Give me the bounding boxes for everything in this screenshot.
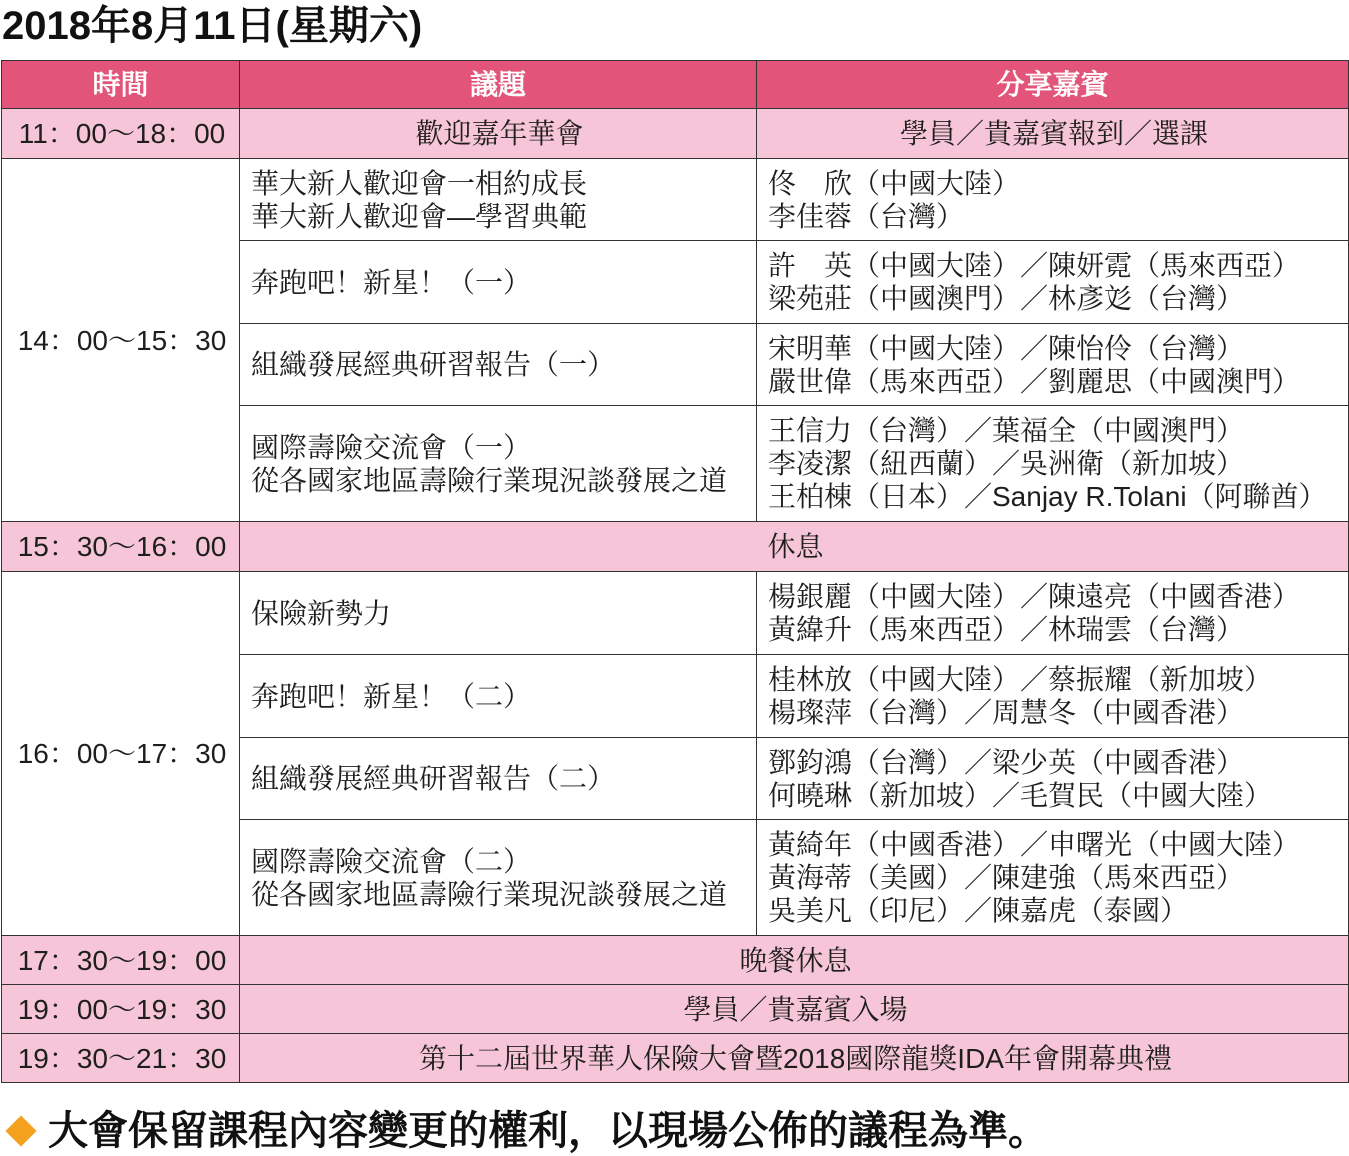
schedule-table bbox=[1, 60, 1349, 1083]
guest-line: 許 英（中國大陸）／陳妍霓（馬來西亞） bbox=[768, 250, 1301, 281]
header-time: 時間 bbox=[2, 61, 240, 109]
topic-line: 從各國家地區壽險行業現況談發展之道 bbox=[251, 878, 728, 910]
time-cell: 19：00～19：30 bbox=[2, 985, 240, 1034]
topic-cell bbox=[240, 655, 757, 738]
guest-line: 黃綺年（中國香港）／申曙光（中國大陸） bbox=[768, 829, 1301, 860]
guests-cell bbox=[757, 324, 1349, 406]
guest-line: 李凌潔（紐西蘭）／吳洲衛（新加坡） bbox=[768, 448, 1245, 479]
topic-line: 從各國家地區壽險行業現況談發展之道 bbox=[251, 464, 728, 496]
topic-cell bbox=[240, 572, 757, 655]
guest-line: 黃海蒂（美國）／陳建強（馬來西亞） bbox=[768, 862, 1245, 893]
guest-line: 吳美凡（印尼）／陳嘉虎（泰國） bbox=[768, 895, 1189, 926]
topic-line: 保險新勢力 bbox=[251, 597, 392, 629]
guests-cell bbox=[757, 241, 1349, 324]
session-row bbox=[2, 572, 1349, 655]
topic-cell bbox=[240, 241, 757, 324]
topic-line: 國際壽險交流會（二） bbox=[251, 845, 532, 877]
footer-note: 大會保留課程內容變更的權利，以現場公佈的議程為準。 bbox=[48, 1109, 1048, 1153]
topic-cell bbox=[240, 820, 757, 936]
guest-line: 嚴世偉（馬來西亞）／劉麗思（中國澳門） bbox=[768, 365, 1301, 397]
break-row bbox=[2, 522, 1349, 572]
opening-row bbox=[2, 1034, 1349, 1083]
topic-line: 華大新人歡迎會—學習典範 bbox=[251, 200, 588, 232]
dinner-row bbox=[2, 936, 1349, 985]
guests-cell bbox=[757, 738, 1349, 820]
topic-line: 華大新人歡迎會一相約成長 bbox=[251, 167, 588, 199]
guest-line: 宋明華（中國大陸）／陳怡伶（台灣） bbox=[768, 332, 1245, 364]
topic-cell bbox=[240, 159, 757, 241]
guest-line: 佟 欣（中國大陸） bbox=[768, 167, 1021, 199]
event-cell: 學員／貴嘉賓入場 bbox=[240, 985, 1349, 1034]
entry-row bbox=[2, 985, 1349, 1034]
header-topic: 議題 bbox=[240, 61, 757, 109]
topic-line: 組織發展經典研習報告（一） bbox=[251, 349, 616, 380]
guests-cell bbox=[757, 406, 1349, 522]
event-cell: 晚餐休息 bbox=[240, 936, 1349, 985]
header-guests: 分享嘉賓 bbox=[757, 61, 1349, 109]
guests-cell bbox=[757, 572, 1349, 655]
topic-line: 奔跑吧！新星！（二） bbox=[251, 680, 532, 712]
time-cell: 11：00～18：00 bbox=[2, 109, 240, 159]
guests-cell: 學員／貴嘉賓報到／選課 bbox=[757, 109, 1349, 159]
guest-line: 李佳蓉（台灣） bbox=[768, 200, 965, 232]
time-cell: 16：00～17：30 bbox=[2, 572, 240, 936]
topic-line: 奔跑吧！新星！（一） bbox=[251, 266, 532, 298]
time-cell: 15：30～16：00 bbox=[2, 522, 240, 572]
guest-line: 何曉琳（新加坡）／毛賀民（中國大陸） bbox=[768, 779, 1273, 811]
header-row bbox=[2, 61, 1349, 109]
time-cell: 19：30～21：30 bbox=[2, 1034, 240, 1083]
guest-line: 梁苑莊（中國澳門）／林彥彣（台灣） bbox=[768, 283, 1245, 314]
guest-line: 鄧鈞鴻（台灣）／梁少英（中國香港） bbox=[768, 746, 1245, 778]
event-cell: 第十二屆世界華人保險大會暨2018國際龍獎IDA年會開幕典禮 bbox=[240, 1034, 1349, 1083]
topic-cell: 歡迎嘉年華會 bbox=[240, 109, 757, 159]
topic-cell bbox=[240, 406, 757, 522]
guest-line: 楊銀麗（中國大陸）／陳遠亮（中國香港） bbox=[768, 581, 1301, 612]
time-cell: 17：30～19：00 bbox=[2, 936, 240, 985]
guests-cell bbox=[757, 159, 1349, 241]
event-cell: 休息 bbox=[240, 522, 1349, 572]
diamond-icon bbox=[5, 1115, 36, 1146]
session-row bbox=[2, 159, 1349, 241]
guest-line: 王柏棟（日本）／Sanjay R.Tolani（阿聯酋） bbox=[768, 481, 1327, 512]
welcome-row bbox=[2, 109, 1349, 159]
page-title: 2018年8月11日(星期六) bbox=[2, 4, 423, 48]
guests-cell bbox=[757, 655, 1349, 738]
topic-cell bbox=[240, 738, 757, 820]
guests-cell bbox=[757, 820, 1349, 936]
topic-line: 國際壽險交流會（一） bbox=[251, 431, 532, 463]
topic-line: 組織發展經典研習報告（二） bbox=[251, 763, 616, 794]
topic-cell bbox=[240, 324, 757, 406]
guest-line: 王信力（台灣）／葉福全（中國澳門） bbox=[768, 415, 1245, 446]
guest-line: 黃緯升（馬來西亞）／林瑞雲（台灣） bbox=[768, 614, 1245, 645]
time-cell: 14：00～15：30 bbox=[2, 159, 240, 522]
guest-line: 桂林放（中國大陸）／蔡振耀（新加坡） bbox=[768, 664, 1273, 695]
guest-line: 楊璨萍（台灣）／周慧冬（中國香港） bbox=[768, 697, 1245, 728]
